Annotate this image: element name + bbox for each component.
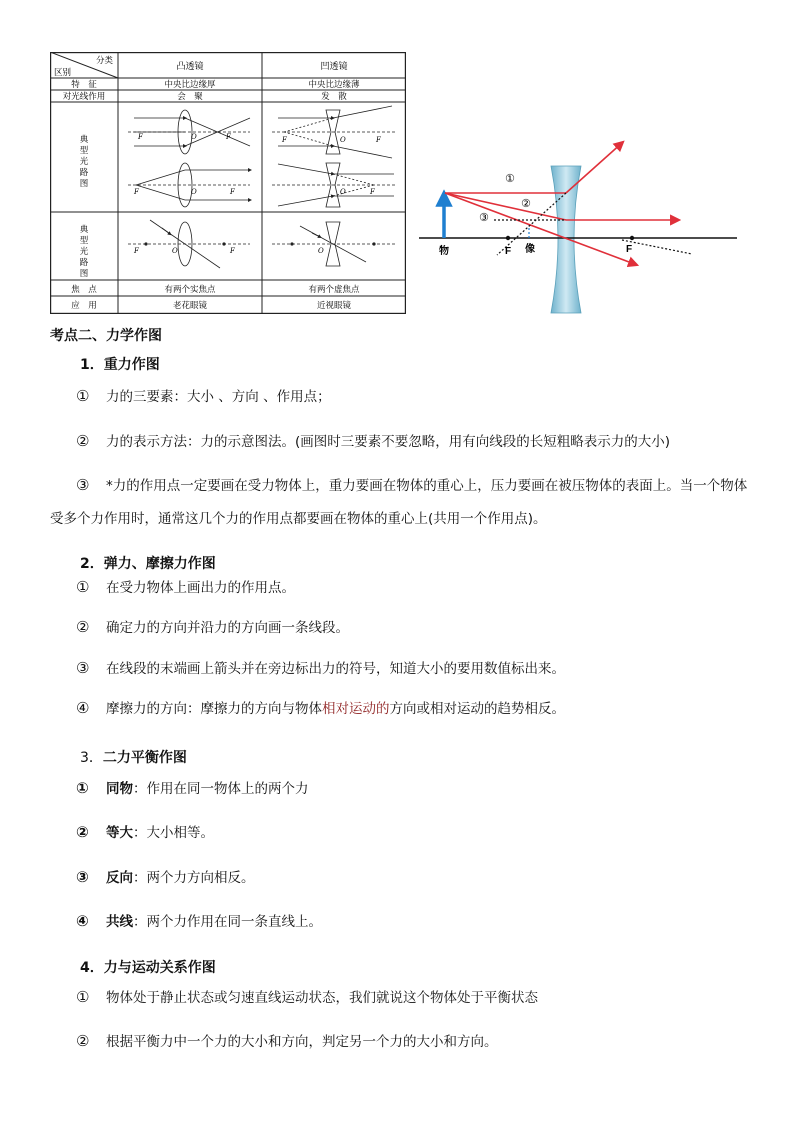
s3-item-4-term: 共线 bbox=[106, 914, 133, 930]
ray-2 bbox=[445, 193, 637, 265]
ray-diagram-graphic bbox=[417, 128, 742, 318]
convex1-F-left: F bbox=[138, 133, 143, 141]
s1-item-1-text: 力的三要素：大小 、方向 、作用点； bbox=[106, 389, 331, 405]
section-title: 考点二、力学作图 bbox=[50, 328, 162, 344]
row-focus-concave: 有两个虚焦点 bbox=[308, 285, 360, 295]
s3-item-4-mark: ④ bbox=[76, 912, 89, 930]
s3-title-text: 二力平衡作图 bbox=[102, 750, 187, 766]
s4-item-2-text: 根据平衡力中一个力的大小和方向，判定另一个力的大小和方向。 bbox=[106, 1034, 498, 1050]
concave-lens-ray-diagram bbox=[417, 128, 742, 318]
convex-diagram-1 bbox=[128, 110, 250, 154]
table-header-category: 分类 bbox=[96, 56, 114, 66]
ray-3-label: ③ bbox=[479, 212, 489, 224]
s3-item-3 bbox=[76, 867, 255, 888]
focus-left-label: F bbox=[505, 246, 512, 257]
convex3-F-right: F bbox=[230, 247, 235, 255]
s2-item-1 bbox=[76, 577, 295, 598]
s3-item-1 bbox=[76, 778, 309, 799]
ray-2-extension bbox=[622, 240, 692, 254]
s3-title bbox=[80, 747, 187, 767]
lens-comparison-table bbox=[50, 52, 406, 314]
concave2-O: O bbox=[340, 188, 346, 196]
row-feature-label: 特 征 bbox=[71, 80, 97, 90]
concave-diagram-1 bbox=[272, 106, 396, 158]
s2-item-4 bbox=[76, 698, 565, 719]
s3-item-2-term: 等大 bbox=[106, 825, 133, 841]
concave-diagram-3 bbox=[272, 222, 396, 266]
s2-item-1-mark: ① bbox=[76, 578, 90, 596]
convex1-O: O bbox=[191, 133, 197, 141]
convex-diagram-3 bbox=[128, 220, 250, 268]
s4-item-2 bbox=[76, 1031, 498, 1052]
s2-item-2-text: 确定力的方向并沿力的方向画一条线段。 bbox=[106, 620, 349, 636]
s1-item-2-text: 力的表示方法：力的示意图法。(画图时三要素不要忽略，用有向线段的长短粗略表示力的大小) bbox=[106, 434, 671, 450]
s3-item-2-mark: ② bbox=[76, 823, 89, 841]
convex1-F-right: F bbox=[226, 133, 231, 141]
row-effect-concave: 发 散 bbox=[321, 92, 347, 102]
row-use-convex: 老花眼镜 bbox=[172, 301, 208, 311]
s2-item-1-text: 在受力物体上画出力的作用点。 bbox=[106, 580, 295, 596]
s3-item-1-mark: ① bbox=[76, 779, 89, 797]
s1-item-1-mark: ① bbox=[76, 387, 90, 405]
s2-item-4-highlight: 相对运动的 bbox=[322, 701, 390, 717]
s1-item-1 bbox=[76, 386, 331, 407]
s3-item-1-term: 同物 bbox=[106, 781, 133, 797]
concave1-O: O bbox=[340, 136, 346, 144]
convex2-F-right: F bbox=[230, 188, 235, 196]
s1-item-3 bbox=[50, 469, 750, 536]
s2-item-2 bbox=[76, 617, 349, 638]
s3-item-2 bbox=[76, 822, 214, 843]
focus-right-point bbox=[630, 236, 634, 240]
ray-2-label: ② bbox=[521, 198, 531, 210]
s4-item-2-mark: ② bbox=[76, 1032, 90, 1050]
lens-table-graphic bbox=[50, 52, 406, 314]
s4-item-1-text: 物体处于静止状态或匀速直线运动状态，我们就说这个物体处于平衡状态 bbox=[106, 990, 538, 1006]
row-use-label: 应 用 bbox=[71, 301, 97, 311]
concave1-F-left: F bbox=[282, 136, 287, 144]
focus-left-point bbox=[506, 236, 510, 240]
s3-item-4-text: ：两个力作用在同一条直线上。 bbox=[133, 914, 322, 930]
diagram-row-label-2: 典型光路图 bbox=[79, 225, 89, 279]
s3-item-2-text: ：大小相等。 bbox=[133, 825, 214, 841]
s1-item-3-text: *力的作用点一定要画在受力物体上，重力要画在物体的重心上，压力要画在被压物体的表面上。当一个物体受多个力作用时，通常这几个力的作用点都要画在物体的重心上(共用一个作用点)。 bbox=[50, 478, 748, 527]
s4-item-1 bbox=[76, 987, 538, 1008]
col-concave-header: 凹透镜 bbox=[320, 62, 348, 72]
s3-item-3-mark: ③ bbox=[76, 868, 89, 886]
object-label: 物 bbox=[439, 246, 449, 257]
s3-item-3-term: 反向 bbox=[106, 870, 133, 886]
concave1-F-right: F bbox=[376, 136, 381, 144]
row-feature-concave: 中央比边缘薄 bbox=[308, 80, 360, 90]
convex-diagram-2 bbox=[128, 163, 250, 207]
convex2-F-left: F bbox=[134, 188, 139, 196]
table-header-difference: 区别 bbox=[54, 68, 72, 78]
s2-item-3-mark: ③ bbox=[76, 659, 90, 677]
s1-title: 1．重力作图 bbox=[80, 357, 160, 373]
diagram-row-label-1: 典型光路图 bbox=[79, 135, 89, 189]
s2-item-3 bbox=[76, 658, 565, 679]
row-focus-label: 焦 点 bbox=[71, 285, 97, 295]
s3-item-3-text: ：两个力方向相反。 bbox=[133, 870, 255, 886]
s4-item-1-mark: ① bbox=[76, 988, 90, 1006]
convex2-O: O bbox=[191, 188, 197, 196]
s4-title: 4．力与运动关系作图 bbox=[80, 960, 216, 976]
s1-item-2 bbox=[76, 431, 670, 452]
concave3-O: O bbox=[318, 247, 324, 255]
concave-lens-shape bbox=[551, 166, 581, 313]
image-label: 像 bbox=[525, 244, 535, 255]
col-convex-header: 凸透镜 bbox=[176, 62, 204, 72]
concave2-F-right: F bbox=[370, 188, 375, 196]
s1-item-2-mark: ② bbox=[76, 432, 90, 450]
s2-item-2-mark: ② bbox=[76, 618, 90, 636]
convex3-F-left: F bbox=[134, 247, 139, 255]
focus-right-label: F bbox=[626, 244, 633, 255]
s2-item-3-text: 在线段的末端画上箭头并在旁边标出力的符号，知道大小的要用数值标出来。 bbox=[106, 661, 565, 677]
row-effect-convex: 会 聚 bbox=[177, 92, 203, 102]
row-use-concave: 近视眼镜 bbox=[316, 301, 352, 311]
s3-item-4 bbox=[76, 911, 322, 932]
row-focus-convex: 有两个实焦点 bbox=[164, 285, 216, 295]
concave-diagram-2 bbox=[272, 163, 396, 207]
convex3-O: O bbox=[172, 247, 178, 255]
row-effect-label: 对光线作用 bbox=[62, 92, 106, 102]
s3-title-num: 3． bbox=[80, 750, 103, 766]
s3-item-1-text: ：作用在同一物体上的两个力 bbox=[133, 781, 309, 797]
s2-title: 2．弹力、摩擦力作图 bbox=[80, 556, 216, 572]
row-feature-convex: 中央比边缘厚 bbox=[164, 80, 216, 90]
s1-item-3-mark: ③ bbox=[76, 476, 90, 494]
ray-1-label: ① bbox=[505, 173, 515, 185]
s2-item-4-mark: ④ bbox=[76, 699, 90, 717]
s2-item-4-text-post: 方向或相对运动的趋势相反。 bbox=[389, 701, 565, 717]
s2-item-4-text-pre: 摩擦力的方向：摩擦力的方向与物体 bbox=[106, 701, 322, 717]
